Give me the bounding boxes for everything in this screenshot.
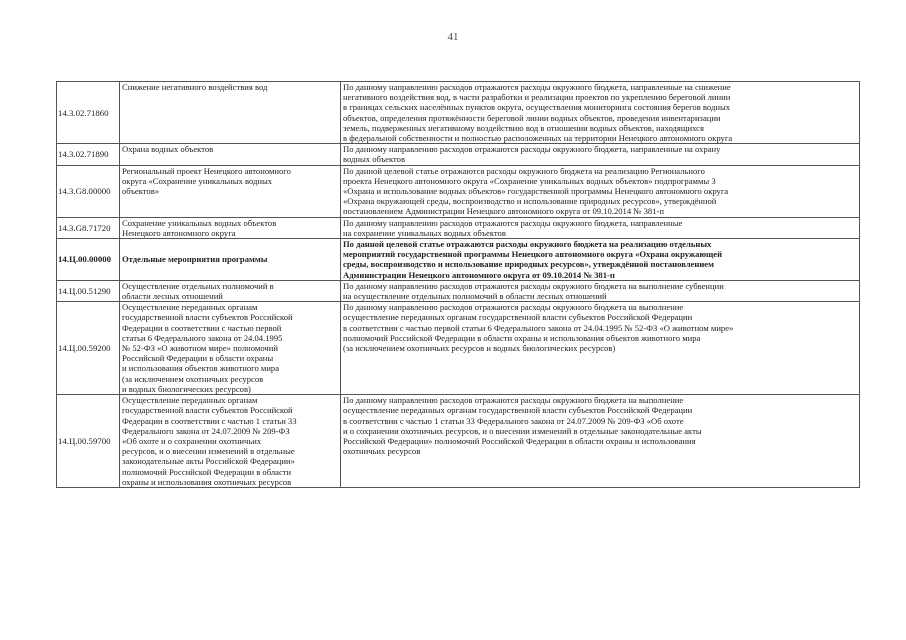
target-article-name: Сохранение уникальных водных объектов Ненецкого автономного округа [120, 217, 341, 238]
target-article-description: По данной целевой статье отражаются расходы окружного бюджета на реализацию Регионального проекта Ненецкого автономного округа «Сохранение уникальных водных объектов» подпрограммы 3 «Охрана и использование водных объектов» государственной программы Ненецкого автономного округа «Охрана окружающей среды, воспроизводство и использование природных ресурсов», утверждённой постановлением Администрации Ненецкого автономного округа от 09.10.2014 № 381-п [341, 165, 860, 217]
page-number: 41 [447, 31, 459, 43]
target-article-code: 14.Ц.00.59200 [57, 302, 120, 395]
table-row [57, 280, 860, 301]
table-row [57, 144, 860, 165]
target-article-name: Охрана водных объектов [120, 144, 341, 165]
table-row [57, 82, 860, 144]
table-row [57, 165, 860, 217]
target-article-name: Отдельные мероприятия программы [120, 239, 341, 281]
target-article-code: 14.3.G8.71720 [57, 217, 120, 238]
target-article-description: По данному направлению расходов отражаются расходы окружного бюджета, направленные на снижение негативного воздействия вод, в части разработки и реализации проектов по укреплению береговой линии в границах сельских населённых пунктов округа, осуществления мониторинга состояния берегов водных объектов, определения протяжённости береговой линии водных объектов, проведения инвентаризации земель, подверженных негативному воздействию вод в отношении водных объектов, находящихся в федеральной собственности и полностью расположенных на территории Ненецкого автономного округа [341, 82, 860, 144]
target-article-name: Снижение негативного воздействия вод [120, 82, 341, 144]
budget-classification-table [56, 81, 860, 488]
target-article-description: По данному направлению расходов отражаются расходы окружного бюджета на выполнение осуществление переданных органам государственной власти субъектов Российской Федерации в соответствии с частью первой статьи 6 Федерального закона от 24.04.1995 № 52-ФЗ «О животном мире» полномочий Российской Федерации в области охраны и использования объектов животного мира (за исключением охотничьих ресурсов и водных биологических ресурсов) [341, 302, 860, 395]
table-row [57, 395, 860, 488]
target-article-description: По данной целевой статье отражаются расходы окружного бюджета на реализацию отдельных мероприятий государственной программы Ненецкого автономного округа «Охрана окружающей среды, воспроизводство и использование природных ресурсов», утверждённой постановлением Администрации Ненецкого автономного округа от 09.10.2014 № 381-п [341, 239, 860, 281]
target-article-description: По данному направлению расходов отражаются расходы окружного бюджета на выполнение субвенции на осуществление отдельных полномочий в области лесных отношений [341, 280, 860, 301]
table-row [57, 302, 860, 395]
target-article-code: 14.Ц.00.51290 [57, 280, 120, 301]
target-article-name: Осуществление отдельных полномочий в области лесных отношений [120, 280, 341, 301]
target-article-description: По данному направлению расходов отражаются расходы окружного бюджета, направленные на охрану водных объектов [341, 144, 860, 165]
target-article-code: 14.Ц.00.00000 [57, 239, 120, 281]
target-article-code: 14.3.G8.00000 [57, 165, 120, 217]
target-article-description: По данному направлению расходов отражаются расходы окружного бюджета на выполнение осуществление переданных органам государственной власти субъектов Российской Федерации в соответствии с частью 1 статьи 33 Федерального закона от 24.07.2009 № 209-ФЗ «Об охоте и о сохранении охотничьих ресурсов, и о внесении изменений в отдельные законодательные акты Российской Федерации» полномочий Российской Федерации в области охраны и использования охотничьих ресурсов [341, 395, 860, 488]
target-article-name: Региональный проект Ненецкого автономного округа «Сохранение уникальных водных объектов» [120, 165, 341, 217]
target-article-code: 14.Ц.00.59700 [57, 395, 120, 488]
target-article-code: 14.3.02.71860 [57, 82, 120, 144]
target-article-name: Осуществление переданных органам государственной власти субъектов Российской Федерации в соответствии с частью первой статьи 6 Федерального закона от 24.04.1995 № 52-ФЗ «О животном мире» полномочий Российской Федерации в области охраны и использования объектов животного мира (за исключением охотничьих ресурсов и водных биологических ресурсов) [120, 302, 341, 395]
target-article-description: По данному направлению расходов отражаются расходы окружного бюджета, направленные на сохранение уникальных водных объектов [341, 217, 860, 238]
table-row [57, 217, 860, 238]
target-article-code: 14.3.02.71890 [57, 144, 120, 165]
table-row-section [57, 239, 860, 281]
target-article-name: Осуществление переданных органам государственной власти субъектов Российской Федерации в соответствии с частью 1 статьи 33 Федерального закона от 24.07.2009 № 209-ФЗ «Об охоте и о сохранении охотничьих ресурсов, и о внесении изменений в отдельные законодательные акты Российской Федерации» полномочий Российской Федерации в области охраны и использования охотничьих ресурсов [120, 395, 341, 488]
